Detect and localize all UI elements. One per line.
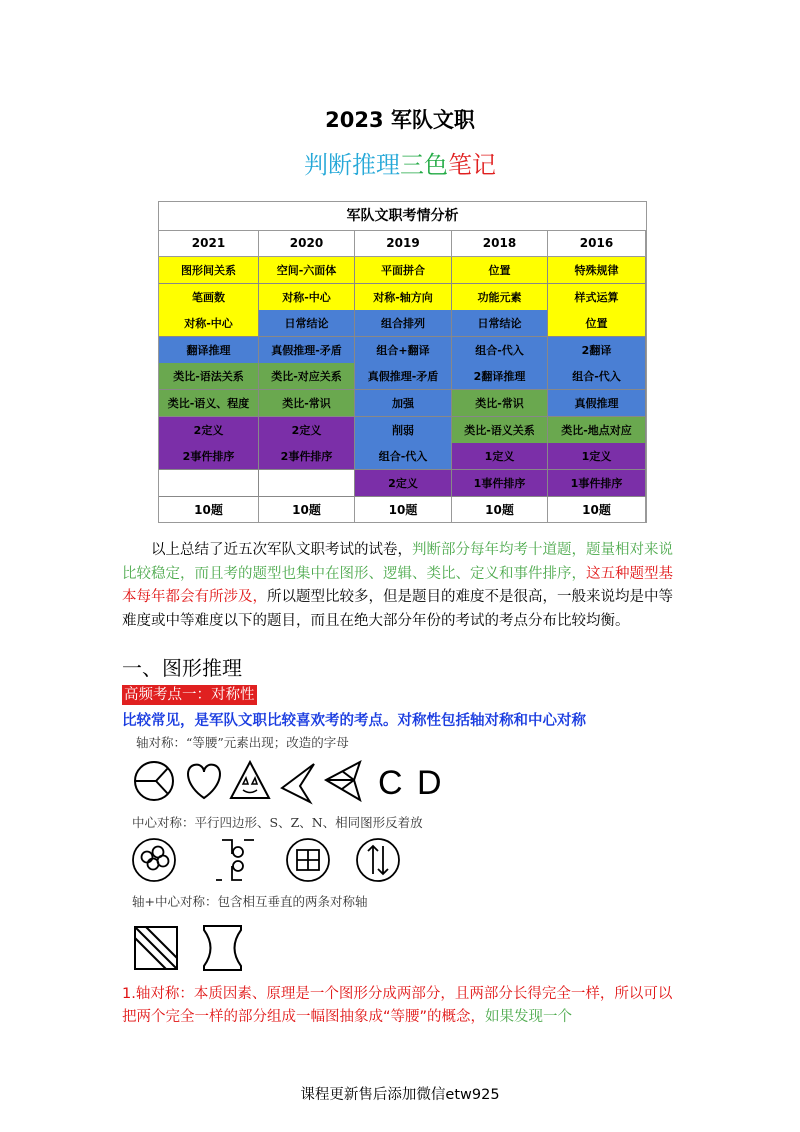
axis-symmetry-caption: 轴对称：“等腰”元素出现；改造的字母 [136, 735, 349, 750]
total-cell: 10题 [452, 497, 548, 523]
subtitle-part-1: 判断推理 [304, 151, 400, 179]
intro-paragraph [122, 539, 682, 633]
hot-point-label: 高频考点一：对称性 [124, 687, 255, 703]
table-cell: 样式运算 [548, 284, 646, 311]
document-title: 2023 军队文职 [325, 108, 475, 132]
table-cell: 功能元素 [452, 284, 548, 311]
table-cell: 对称-轴方向 [355, 284, 452, 311]
triangle-face-figure [231, 762, 269, 798]
total-cell: 10题 [259, 497, 355, 523]
circles-figure [133, 839, 175, 881]
footer-note: 课程更新售后添加微信etw925 [300, 1087, 500, 1103]
heart-figure [188, 765, 220, 798]
table-cell: 2事件排序 [159, 443, 259, 470]
axis-center-symmetry-figures [128, 922, 268, 974]
table-cell: 1定义 [548, 443, 646, 470]
year-header-2018: 2018 [452, 230, 548, 257]
arrows-circle-figure [357, 839, 399, 881]
table-cell: 组合-代入 [548, 363, 646, 390]
table-cell: 类比-语法关系 [159, 363, 259, 390]
table-cell: 2事件排序 [259, 443, 355, 470]
table-cell: 笔画数 [159, 284, 259, 311]
section-heading: 一、图形推理 [122, 656, 242, 680]
axis-symmetry-paragraph [122, 983, 682, 1029]
letter-d-figure: D [417, 764, 442, 802]
year-header-2020: 2020 [259, 230, 355, 257]
intro-text-1: 以上总结了近五次军队文职考试的试卷， [151, 542, 412, 558]
table-cell: 日常结论 [259, 310, 355, 337]
total-cell: 10题 [159, 497, 259, 523]
table-cell: 组合-代入 [355, 443, 452, 470]
table-cell: 真假推理-矛盾 [355, 363, 452, 390]
table-cell: 类比-常识 [452, 390, 548, 417]
table-cell: 2定义 [159, 417, 259, 444]
table-cell [159, 470, 259, 497]
table-cell: 对称-中心 [159, 310, 259, 337]
table-cell: 日常结论 [452, 310, 548, 337]
arrow-figure [282, 764, 314, 802]
table-cell: 加强 [355, 390, 452, 417]
axis-center-symmetry-caption: 轴+中心对称：包含相互垂直的两条对称轴 [132, 894, 368, 909]
subtitle-part-2: 三色 [400, 151, 448, 179]
table-cell: 类比-常识 [259, 390, 355, 417]
i-beam-figure [204, 926, 241, 970]
axis-symmetry-text-green: 如果发现一个 [485, 1009, 573, 1025]
total-cell: 10题 [548, 497, 646, 523]
intro-text-4: 所以题型比较多，但是题目的难度不是很高，一般来说均是中等难度或中等难度以下的题目，而且在绝大部分年份的考试的考点分布比较均衡。 [122, 589, 673, 629]
table-cell: 2定义 [259, 417, 355, 444]
symmetry-description: 比较常见，是军队文职比较喜欢考的考点。对称性包括轴对称和中心对称 [122, 713, 586, 729]
intro-text-3: 这五种题型基本每年都会有所涉及， [122, 565, 673, 605]
table-cell: 2翻译 [548, 337, 646, 364]
table-cell: 组合+翻译 [355, 337, 452, 364]
square-diagonal-figure [135, 927, 177, 969]
year-header-2019: 2019 [355, 230, 452, 257]
table-cell: 组合排列 [355, 310, 452, 337]
table-cell: 特殊规律 [548, 257, 646, 284]
table-cell: 真假推理 [548, 390, 646, 417]
bracket-eight-figure [216, 840, 254, 880]
table-cell: 组合-代入 [452, 337, 548, 364]
table-cell: 类比-地点对应 [548, 417, 646, 444]
table-cell: 1定义 [452, 443, 548, 470]
intro-text-2: 判断部分每年均考十道题，题量相对来说比较稳定，而且考的题型也集中在图形、逻辑、类比、定义和事件排序， [122, 542, 673, 582]
table-cell [259, 470, 355, 497]
table-cell: 位置 [548, 310, 646, 337]
kite-figure [326, 762, 360, 800]
table-cell: 削弱 [355, 417, 452, 444]
document-subtitle [0, 145, 800, 180]
rotated-figure [287, 839, 329, 881]
total-cell: 10题 [355, 497, 452, 523]
center-symmetry-caption: 中心对称：平行四边形、S、Z、N、相同图形反着放 [132, 815, 423, 830]
exam-analysis-table [158, 201, 647, 523]
circle-angle-figure [135, 762, 173, 800]
table-cell: 位置 [452, 257, 548, 284]
axis-symmetry-text: 1.轴对称：本质因素、原理是一个图形分成两部分，且两部分长得完全一样，所以可以把两个完全一样的部分组成一幅图抽象成“等腰”的概念， [122, 986, 673, 1025]
table-cell: 2定义 [355, 470, 452, 497]
table-cell: 类比-语义、程度 [159, 390, 259, 417]
year-header-2016: 2016 [548, 230, 646, 257]
table-cell: 空间-六面体 [259, 257, 355, 284]
table-cell: 平面拼合 [355, 257, 452, 284]
table-cell: 1事件排序 [452, 470, 548, 497]
center-symmetry-figures [128, 836, 428, 886]
table-cell: 图形间关系 [159, 257, 259, 284]
year-header-2021: 2021 [159, 230, 259, 257]
table-cell: 翻译推理 [159, 337, 259, 364]
axis-symmetry-figures [128, 756, 458, 808]
table-cell: 真假推理-矛盾 [259, 337, 355, 364]
letter-c-figure: C [378, 764, 403, 802]
table-cell: 2翻译推理 [452, 363, 548, 390]
table-cell: 1事件排序 [548, 470, 646, 497]
table-cell: 类比-语义关系 [452, 417, 548, 444]
table-cell: 类比-对应关系 [259, 363, 355, 390]
table-cell: 对称-中心 [259, 284, 355, 311]
table-title: 军队文职考情分析 [159, 202, 646, 231]
subtitle-part-3: 笔记 [448, 151, 496, 179]
